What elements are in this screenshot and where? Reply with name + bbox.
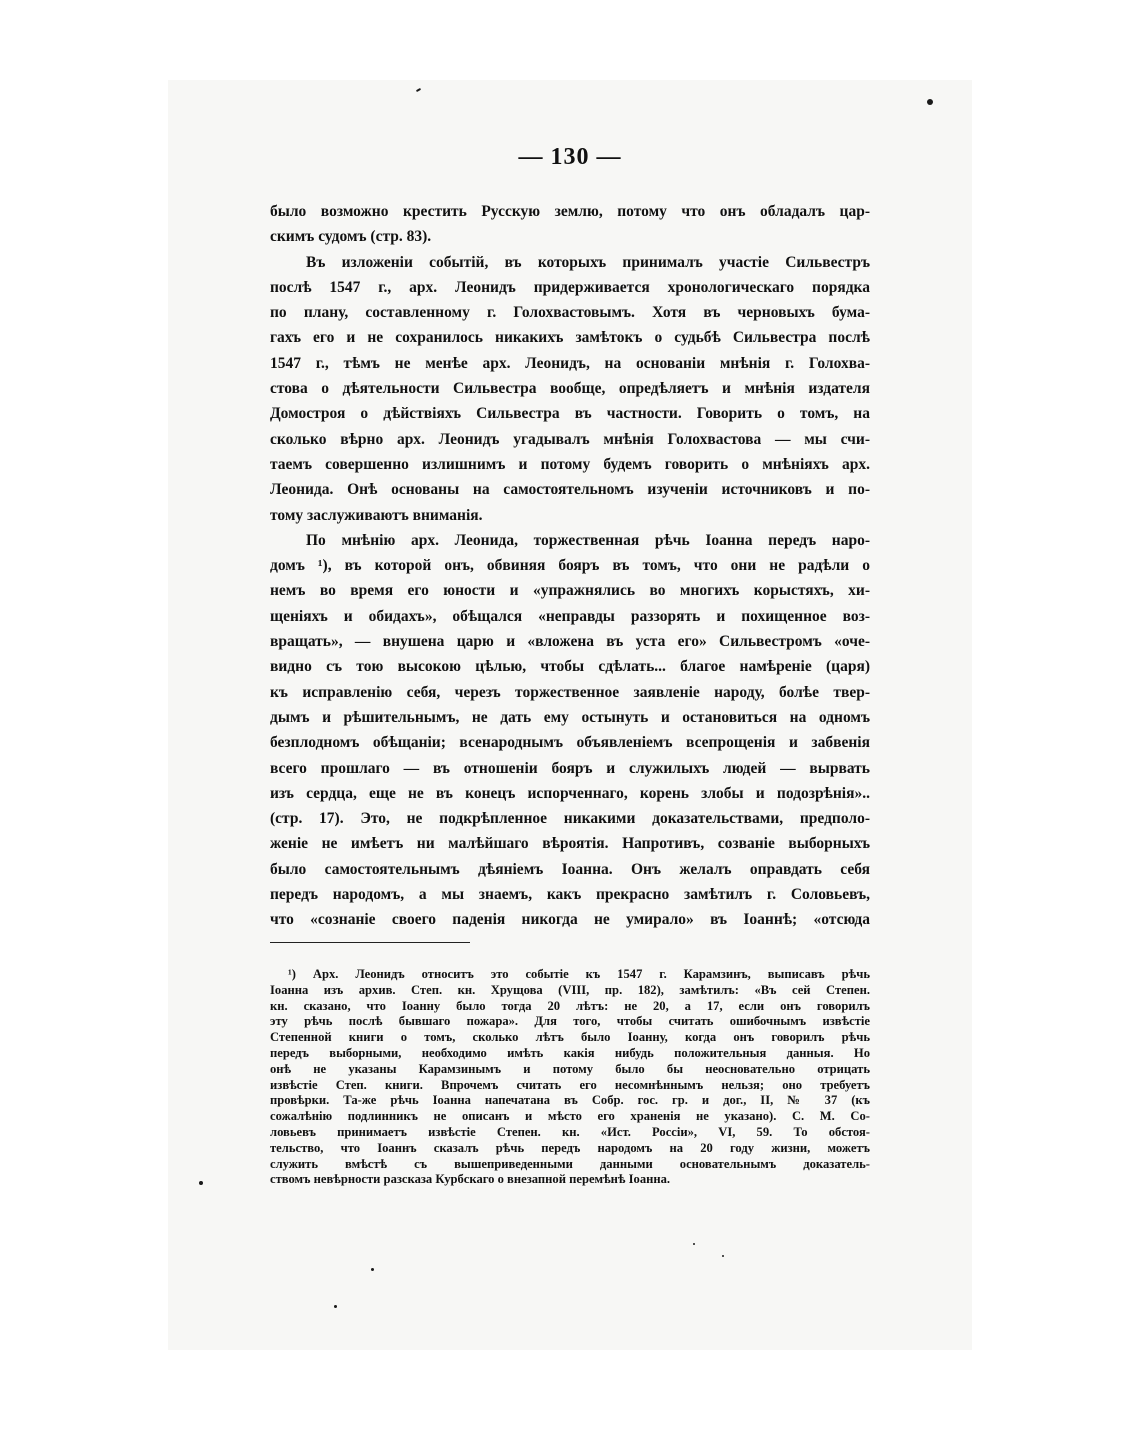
text-line: Въ изложеніи событій, въ которыхъ принималъ участіе Сильвестръ [306,253,870,271]
text-line: послѣ 1547 г., арх. Леонидъ придерживается хронологическаго порядка [270,278,870,296]
text-line: стова о дѣятельности Сильвестра вообще, опредѣляетъ и мнѣнія издателя [270,380,870,398]
text-line: передъ народомъ, а мы знаемъ, какъ прекрасно замѣтилъ г. Соловьевъ, [270,886,870,904]
text-line: было самостоятельнымъ дѣяніемъ Іоанна. Онъ желалъ оправдать себя [270,860,870,878]
text-line: таемъ совершенно излишнимъ и потому будемъ говорить о мнѣніяхъ арх. [270,455,870,473]
text-line: тому заслуживаютъ вниманія. [270,506,483,524]
text-line: (стр. 17). Это, не подкрѣпленное никакими доказательствами, предполо- [270,810,870,828]
footnote-separator [270,942,470,943]
page-number: — 130 — [518,144,622,170]
footnote-line: извѣстіе Степ. книги. Впрочемъ считать его несомнѣннымъ нельзя; оно требуетъ [270,1077,870,1092]
footnote-line: эту рѣчь послѣ бывшаго пожара». Для того, чтобы считать ошибочнымъ извѣстіе [270,1014,870,1029]
footnote-line: ловьевъ принимаетъ извѣстіе Степен. кн. «Ист. Россіи», VI, 59. То обстоя- [270,1124,870,1139]
text-line: что «сознаніе своего паденія никогда не умирало» въ Іоаннѣ; «отсюда [270,911,870,929]
footnote-line: Іоанна изъ архив. Степ. кн. Хрущова (VIII, пр. 182), замѣтилъ: «Въ сей Степен. [270,982,870,997]
footnote-line: Степенной книги о томъ, сколько лѣтъ было Іоанну, когда онъ говорилъ рѣчь [270,1030,870,1045]
scan-speck [722,1255,724,1257]
scan-speck [334,1305,337,1308]
footnote-line: тельство, что Іоаннъ сказалъ рѣчь передъ народомъ на 20 году жизни, можетъ [270,1140,870,1155]
text-line: Леонида. Онѣ основаны на самостоятельномъ изученіи источниковъ и по- [270,481,870,499]
scan-speck [693,1243,695,1245]
footnote-line: кн. сказано, что Іоанну было тогда 20 лѣтъ: не 20, а 17, если онъ говорилъ [270,998,870,1013]
scan-speck [927,99,933,105]
text-line: По мнѣнію арх. Леонида, торжественная рѣчь Іоанна передъ наро- [306,531,870,549]
footnote-line: передъ выборными, необходимо имѣть какія нибудь положительныя данныя. Но [270,1045,870,1060]
text-line: по плану, составленному г. Голохвастовымъ. Хотя въ черновыхъ бума- [270,304,870,322]
text-line: безплодномъ обѣщаніи; всенароднымъ объявленіемъ всепрощенія и забвенія [270,734,870,752]
text-line: 1547 г., тѣмъ не менѣе арх. Леонидъ, на основаніи мнѣнія г. Голохва- [270,354,870,372]
text-line: изъ сердца, еще не въ конецъ испорченнаго, корень злобы и подозрѣнія».. [270,784,870,802]
footnote-line: ¹) Арх. Леонидъ относитъ это событіе къ 1547 г. Карамзинъ, выписавъ рѣчь [288,967,870,981]
footnote-line: ствомъ невѣрности разсказа Курбскаго о внезапной перемѣнѣ Іоанна. [270,1172,671,1187]
footnote-line: провѣрки. Та-же рѣчь Іоанна напечатана въ Собр. гос. гр. и дог., II, № 37 (къ [270,1093,870,1108]
text-line: было возможно крестить Русскую землю, потому что онъ обладалъ цар- [270,203,870,220]
scan-speck [199,1181,203,1185]
text-line: гахъ его и не сохранилось никакихъ замѣтокъ о судьбѣ Сильвестра послѣ [270,329,870,347]
text-line: женіе не имѣетъ ни малѣйшаго вѣроятія. Напротивъ, созваніе выборныхъ [270,835,870,853]
text-line: домъ ¹), въ которой онъ, обвиняя бояръ въ томъ, что они не радѣли о [270,557,870,575]
footnote-line: онѣ не указаны Карамзинымъ и потому было бы неосновательно отрицать [270,1061,870,1076]
text-line: скимъ судомъ (стр. 83). [270,228,432,246]
text-line: всего прошлаго — въ отношеніи бояръ и служилыхъ людей — вырвать [270,759,870,777]
text-line: немъ во время его юности и «упражнялись во многихъ корыстяхъ, хи- [270,582,870,600]
text-line: вращать», — внушена царю и «вложена въ уста его» Сильвестромъ «оче- [270,633,870,651]
scan-speck [371,1268,374,1271]
main-text [270,199,870,933]
footnote-line: сожалѣнію подлинникъ не описанъ и мѣсто его храненія не указано). С. М. Со- [270,1109,870,1124]
text-line: дымъ и рѣшительнымъ, не дать ему остынуть и остановиться на одномъ [270,708,870,726]
text-line: сколько вѣрно арх. Леонидъ угадывалъ мнѣнія Голохвастова — мы счи- [270,430,870,448]
text-line: щеніяхъ и обидахъ», обѣщался «неправды раззорять и похищенное воз- [270,607,870,625]
footnote-line: служить вмѣстѣ съ вышеприведенными данными основательнымъ доказатель- [270,1156,870,1171]
text-line: къ исправленію себя, черезъ торжественное заявленіе народу, болѣе твер- [270,683,870,701]
text-line: видно съ тою высокою цѣлью, чтобы сдѣлать... благое намѣреніе (царя) [270,658,870,676]
text-line: Домостроя о дѣйствіяхъ Сильвестра въ частности. Говорить о томъ, на [270,405,870,423]
footnote [270,967,870,1188]
